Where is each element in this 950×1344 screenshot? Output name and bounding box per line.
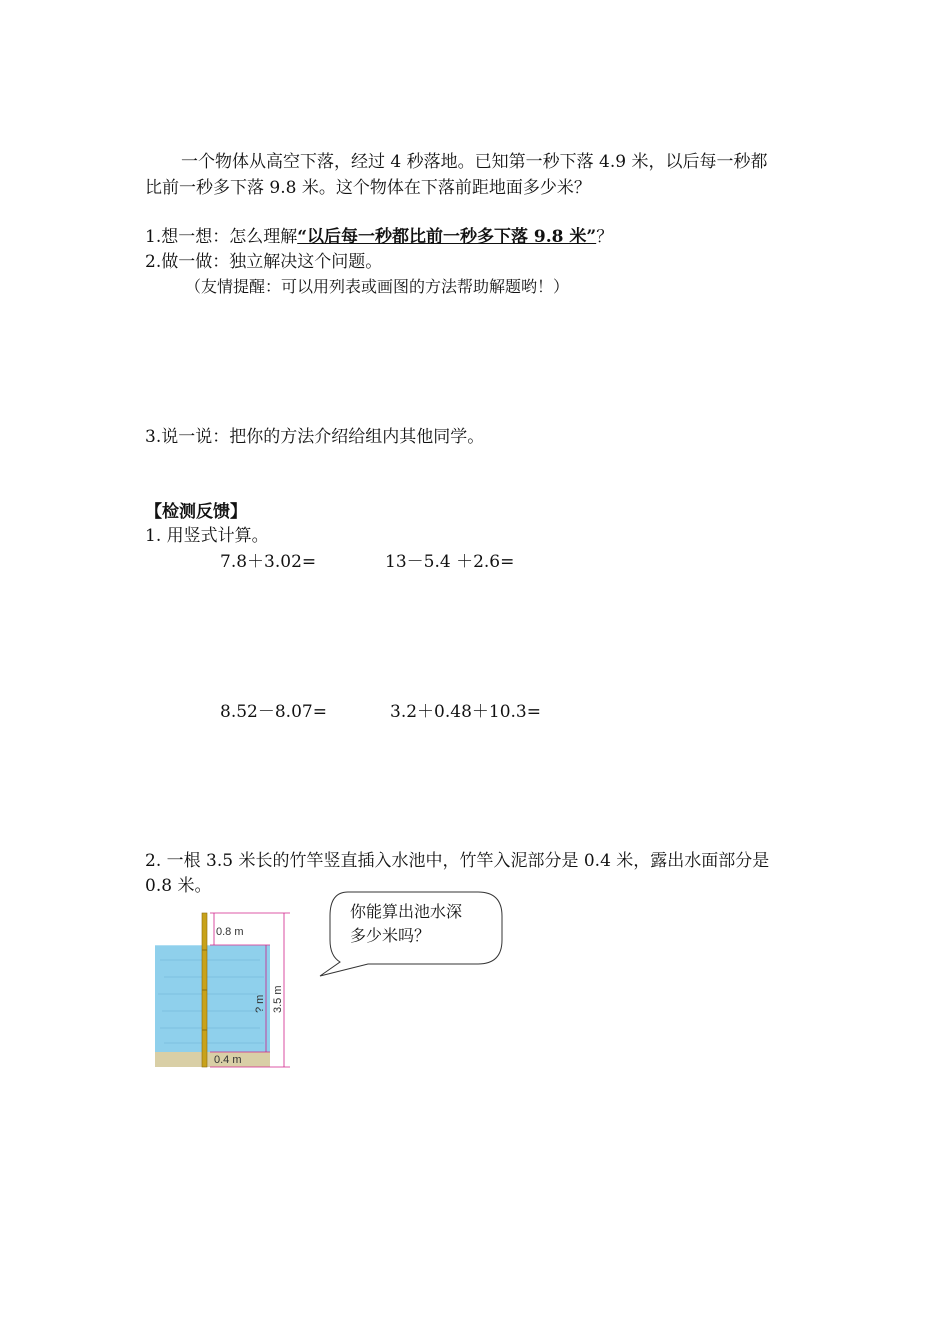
step-1-suffix: ？: [596, 227, 614, 247]
mud-area: [155, 1052, 270, 1067]
label-mid: ? m: [254, 994, 266, 1013]
hint-text: （友情提醒：可以用列表或画图的方法帮助解题哟！）: [185, 277, 570, 296]
q2-line-1: 2. 一根 3.5 米长的竹竿竖直插入水池中，竹竿入泥部分是 0.4 米，露出水面部分是: [145, 851, 770, 871]
bubble-line-1: 你能算出池水深: [350, 902, 463, 921]
expression-2: 13－5.4 ＋2.6=: [385, 552, 515, 572]
water-area: [155, 945, 270, 1052]
expression-1: 7.8＋3.02=: [220, 552, 317, 572]
step-2: 2.做一做：独立解决这个问题。: [145, 252, 383, 272]
step-1: [145, 225, 613, 249]
expression-3: 8.52－8.07=: [220, 702, 327, 722]
bubble-line-2: 多少米吗？: [350, 926, 431, 945]
step-1-quote: “以后每一秒都比前一秒多下落 9.8 米”: [297, 227, 597, 247]
pool-figure: [150, 905, 295, 1070]
label-top: 0.8 m: [216, 926, 244, 938]
expression-4: 3.2＋0.48＋10.3=: [390, 702, 541, 722]
label-total: 3.5 m: [272, 985, 284, 1013]
step-3: 3.说一说：把你的方法介绍给组内其他同学。: [145, 427, 485, 447]
step-1-prefix: 1.想一想：怎么理解: [145, 227, 298, 247]
feedback-heading: 【检测反馈】: [145, 502, 247, 522]
problem-line-2: 比前一秒多下落 9.8 米。这个物体在下落前距地面多少米？: [145, 178, 591, 198]
problem-line-1: 一个物体从高空下落，经过 4 秒落地。已知第一秒下落 4.9 米，以后每一秒都: [181, 152, 768, 172]
q1-title: 1. 用竖式计算。: [145, 526, 269, 546]
label-bottom: 0.4 m: [214, 1054, 242, 1066]
q2-line-2: 0.8 米。: [145, 876, 212, 896]
